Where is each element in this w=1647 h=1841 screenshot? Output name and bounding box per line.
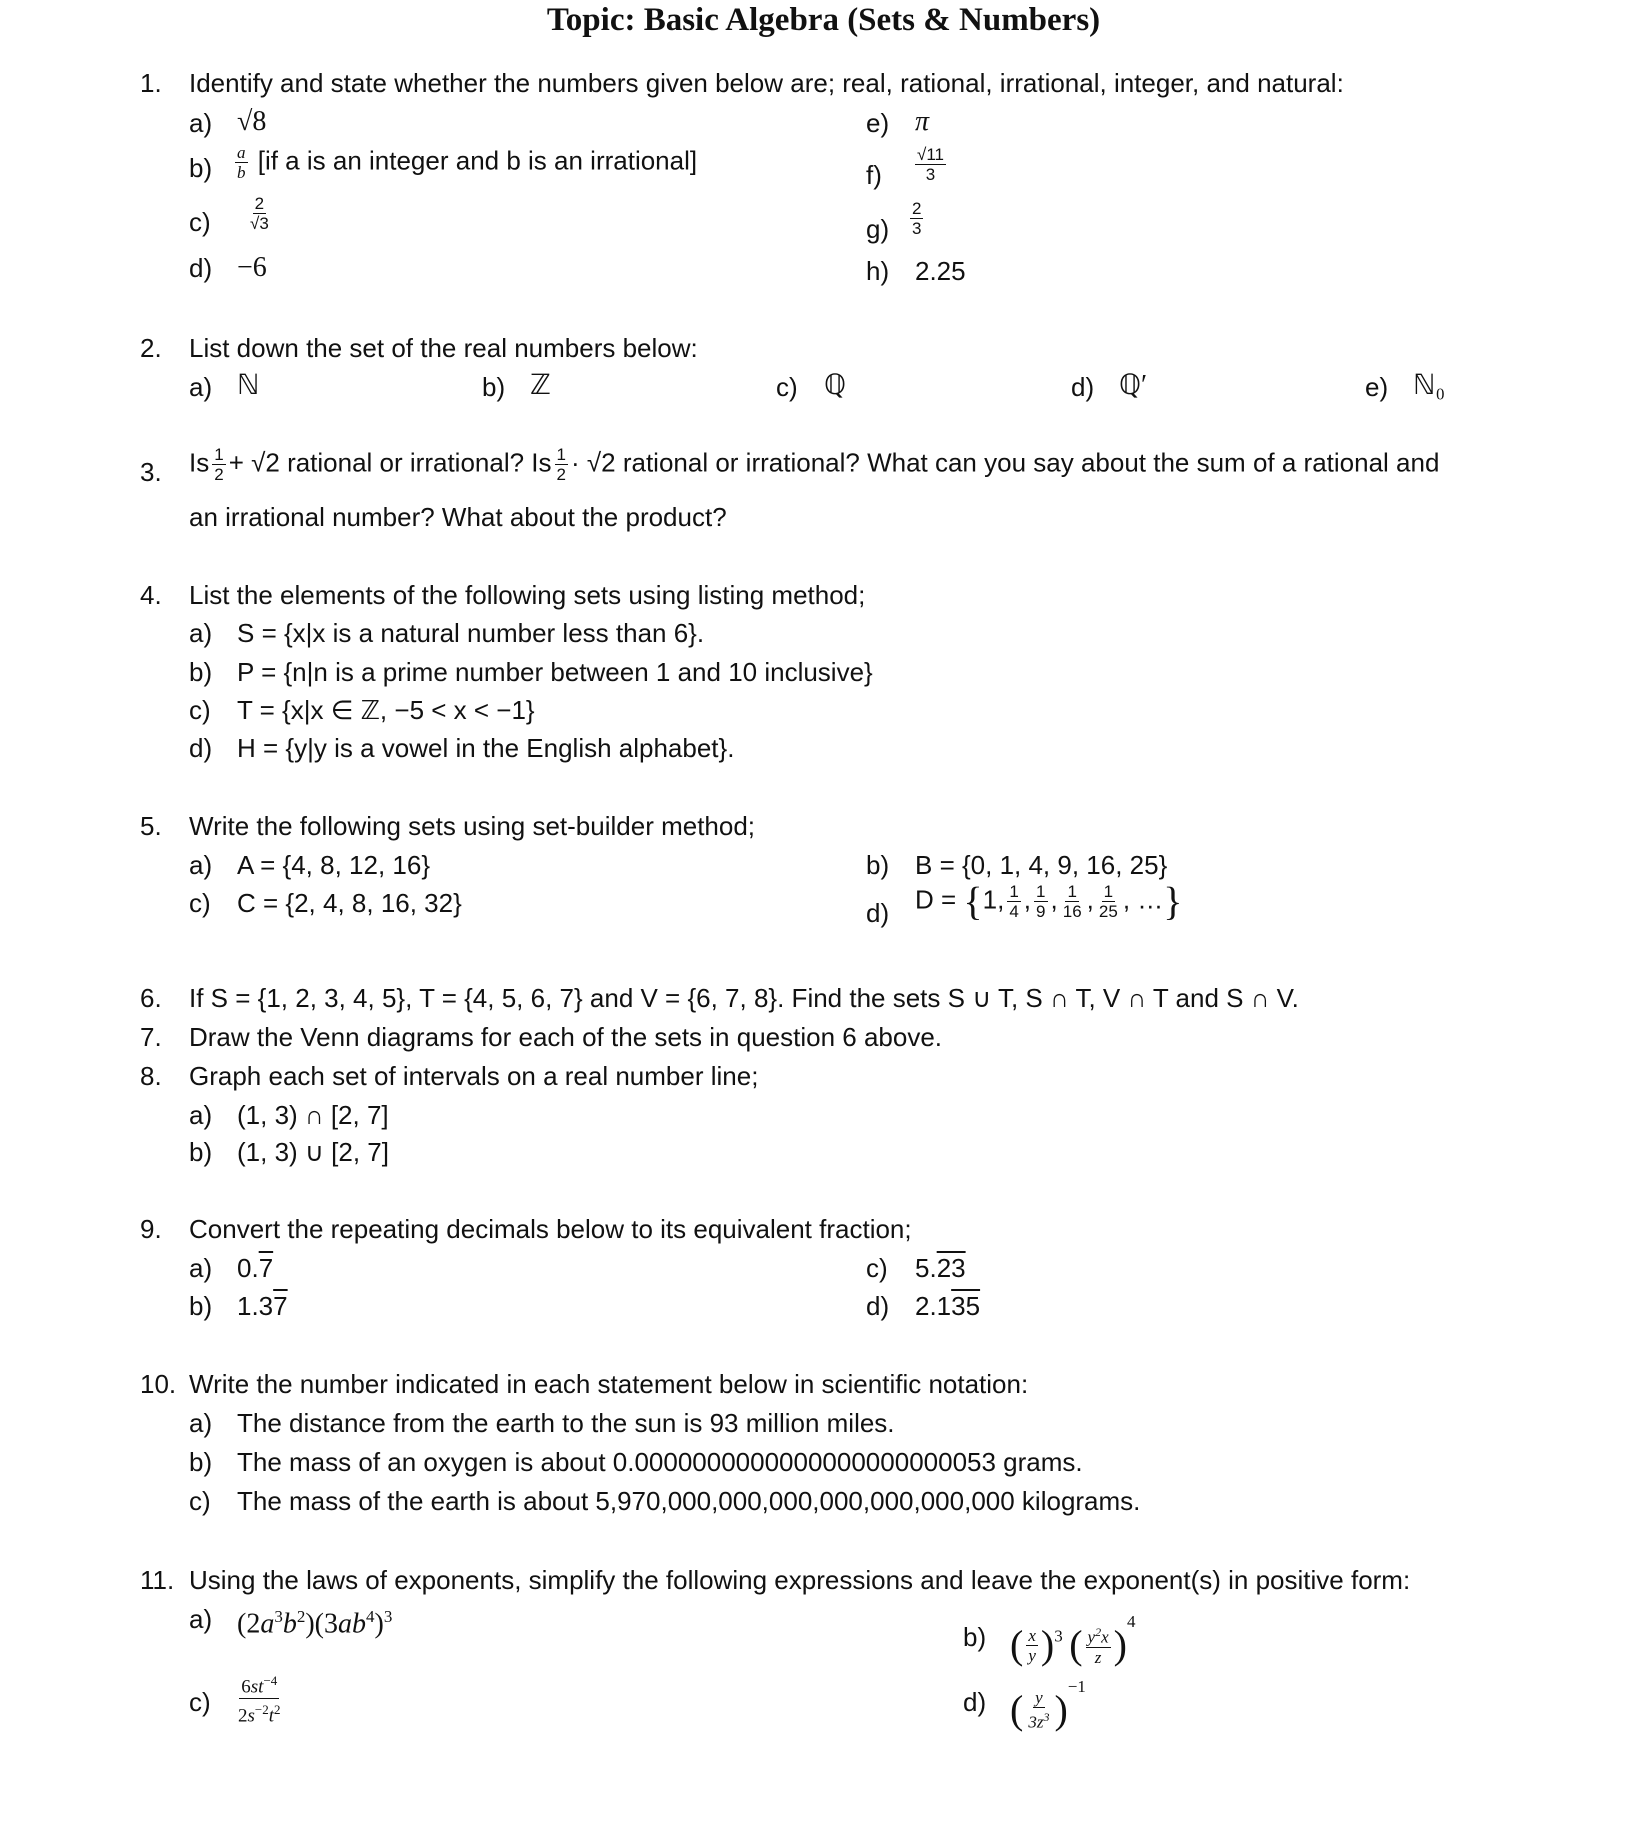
q5-number: 5. [140,811,162,841]
q9-a-label: a) [189,1253,213,1283]
q8-a-label: a) [189,1100,213,1130]
q2-e-label: e) [1365,372,1389,402]
q2-b-label: b) [482,372,506,402]
q5-b-label: b) [866,850,890,880]
q11-a-expr: $(2a^3b^2)(3ab^4)^3$ [237,1607,393,1640]
q11-d-expr: ( $\frac{y}{3z^3}$ )$^{-1}$ [1010,1677,1086,1733]
q6-number: 6. [140,983,162,1013]
q2-d-label: d) [1071,372,1095,402]
q10-c-label: c) [189,1486,211,1516]
q3-line1: Is $\frac{1}{2}$ + √2 rational or irrational? Is $\frac{1}{2}$ · √2 rational or irrational? What can you say about the sum of a rational and [189,445,1440,484]
page-title: Topic: Basic Algebra (Sets & Numbers) [546,2,1101,38]
q5-d-label: d) [866,898,890,928]
q9-b-label: b) [189,1291,213,1321]
q1-a-label: a) [189,108,213,138]
q4-number: 4. [140,580,162,610]
q1-e-label: e) [866,108,890,138]
q8-b-label: b) [189,1137,213,1167]
q3-line2: an irrational number? What about the product? [189,502,727,532]
q10-a-text: The distance from the earth to the sun is 93 million miles. [237,1408,895,1438]
q5-b-expr: B = {0, 1, 4, 9, 16, 25} [915,850,1168,880]
q1-h-expr: 2.25 [915,256,966,286]
q1-text: Identify and state whether the numbers given below are; real, rational, irrational, integer, and natural: [189,68,1344,98]
q8-text: Graph each set of intervals on a real number line; [189,1061,759,1091]
q2-a-label: a) [189,372,213,402]
q1-f-label: f) [866,160,882,190]
q8-a-expr: (1, 3) ∩ [2, 7] [237,1100,389,1130]
q9-a-expr: 0.7 [237,1253,274,1283]
q7-text: Draw the Venn diagrams for each of the sets in question 6 above. [189,1022,943,1052]
q1-d-label: d) [189,253,213,283]
q9-d-label: d) [866,1291,890,1321]
q11-number: 11. [140,1565,175,1595]
q5-text: Write the following sets using set-builder method; [189,811,756,841]
q10-b-label: b) [189,1447,213,1477]
q2-d-expr: ℚ′ [1119,370,1148,401]
q4-d-label: d) [189,733,213,763]
q10-a-label: a) [189,1408,213,1438]
q4-a-expr: S = {x|x is a natural number less than 6}. [237,618,705,648]
q9-d-expr: 2.135 [915,1291,981,1321]
q2-c-expr: ℚ [824,370,847,401]
q4-c-expr: T = {x|x ∈ ℤ, −5 < x < −1} [237,695,535,725]
q2-c-label: c) [776,372,798,402]
q11-c-label: c) [189,1687,211,1717]
q1-b-label: b) [189,153,213,183]
q9-c-label: c) [866,1253,888,1283]
q2-a-expr: ℕ [237,370,260,401]
q5-d-expr: D = {1, $\frac{1}{4}$ , $\frac{1}{9}$ , $\frac{1}{16}$ , $\frac{1}{25}$ , …} [915,878,1183,924]
q11-text: Using the laws of exponents, simplify the following expressions and leave the exponent(s) in positive form: [189,1565,1411,1595]
q11-c-expr: $\frac{6st^{-4}}{2s^{-2}t^2}$ [233,1670,286,1728]
q9-c-expr: 5.23 [915,1253,966,1283]
q5-a-expr: A = {4, 8, 12, 16} [237,850,431,880]
q9-text: Convert the repeating decimals below to its equivalent fraction; [189,1214,912,1244]
q5-a-label: a) [189,850,213,880]
q8-b-expr: (1, 3) ∪ [2, 7] [237,1137,389,1167]
q1-c-label: c) [189,207,211,237]
q2-e-expr: ℕ₀ [1413,370,1446,401]
q3-number: 3. [140,457,162,487]
q2-text: List down the set of the real numbers below: [189,333,698,363]
q10-b-text: The mass of an oxygen is about 0.0000000000000000000000053 grams. [237,1447,1083,1477]
q11-b-expr: ( $\frac{x}{y}$ )$^3$ ( $\frac{y^2x}{z}$ )$^4$ [1010,1612,1136,1668]
q11-d-label: d) [963,1687,987,1717]
q10-c-text: The mass of the earth is about 5,970,000,000,000,000,000,000,000 kilograms. [237,1486,1141,1516]
q1-a-expr: √8 [237,106,267,137]
q4-d-expr: H = {y|y is a vowel in the English alphabet}. [237,733,735,763]
q4-b-expr: P = {n|n is a prime number between 1 and 10 inclusive} [237,657,873,687]
q9-b-expr: 1.37 [237,1291,288,1321]
q5-c-label: c) [189,888,211,918]
q1-b-note: [if a is an integer and b is an irrational] [257,145,698,176]
q1-c-expr: $\frac{2}{√3}$ [250,194,269,233]
q11-a-label: a) [189,1604,213,1634]
q4-text: List the elements of the following sets using listing method; [189,580,866,610]
q1-number: 1. [140,68,162,98]
q5-c-expr: C = {2, 4, 8, 16, 32} [237,888,462,918]
q1-d-expr: −6 [237,252,267,283]
q7-number: 7. [140,1022,162,1052]
q1-h-label: h) [866,256,890,286]
q10-text: Write the number indicated in each statement below in scientific notation: [189,1369,1029,1399]
q11-b-label: b) [963,1622,987,1652]
q1-f-expr: $\frac{√11}{3}$ [917,145,944,184]
q2-number: 2. [140,333,162,363]
q4-b-label: b) [189,657,213,687]
q10-number: 10. [140,1369,177,1399]
q6-text: If S = {1, 2, 3, 4, 5}, T = {4, 5, 6, 7} and V = {6, 7, 8}. Find the sets S ∪ T, S ∩ T, V ∩ T and S ∩ V. [189,983,1299,1013]
q1-b-expr: $\frac{a}{b}$ [if a is an integer and b is an irrational] [237,143,698,182]
q4-a-label: a) [189,618,213,648]
q1-g-label: g) [866,214,890,244]
q4-c-label: c) [189,695,211,725]
q8-number: 8. [140,1061,162,1091]
q1-g-expr: $\frac{2}{3}$ [912,199,922,238]
q2-b-expr: ℤ [530,370,551,401]
q1-e-expr: π [915,106,930,137]
q9-number: 9. [140,1214,162,1244]
